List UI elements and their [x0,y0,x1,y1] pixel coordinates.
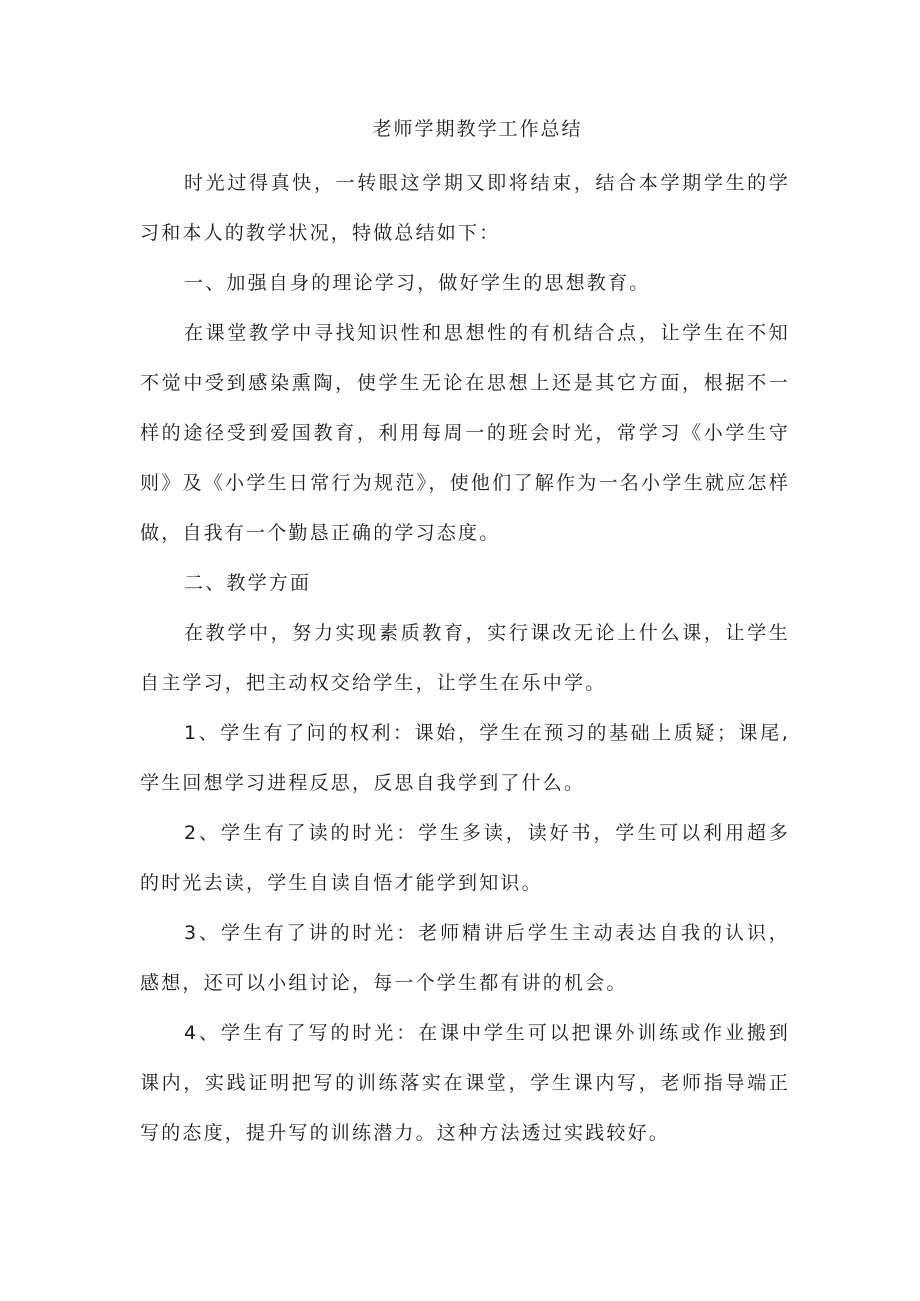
paragraph-item-1: 1、学生有了问的权利：课始，学生在预习的基础上质疑；课尾,学生回想学习进程反思，反思自我学到了什么。 [140,722,790,794]
document-page [140,112,790,1158]
heading-section-one: 一、加强自身的理论学习，做好学生的思想教育。 [184,272,651,294]
paragraph-item-3: 3、学生有了讲的时光：老师精讲后学生主动表达自我的认识，感想，还可以小组讨论，每一个学生都有讲的机会。 [140,922,790,994]
paragraph-moral-education: 在课堂教学中寻找知识性和思想性的有机结合点，让学生在不知不觉中受到感染熏陶，使学生无论在思想上还是其它方面，根据不一样的途径受到爱国教育，利用每周一的班会时光，常学习《小学生守则》及《小学生日常行为规范》，使他们了解作为一名小学生就应怎样做，自我有一个勤恳正确的学习态度。 [140,322,790,544]
paragraph-intro: 时光过得真快，一转眼这学期又即将结束，结合本学期学生的学习和本人的教学状况，特做总结如下： [140,172,790,244]
document-title: 老师学期教学工作总结 [372,118,583,140]
heading-section-two: 二、教学方面 [184,572,312,594]
paragraph-teaching: 在教学中，努力实现素质教育，实行课改无论上什么课，让学生自主学习，把主动权交给学生，让学生在乐中学。 [140,622,790,694]
paragraph-item-4: 4、学生有了写的时光：在课中学生可以把课外训练或作业搬到课内，实践证明把写的训练落实在课堂，学生课内写，老师指导端正写的态度，提升写的训练潜力。这种方法透过实践较好。 [140,1022,790,1144]
paragraph-item-2: 2、学生有了读的时光：学生多读，读好书，学生可以利用超多的时光去读，学生自读自悟才能学到知识。 [140,822,790,894]
